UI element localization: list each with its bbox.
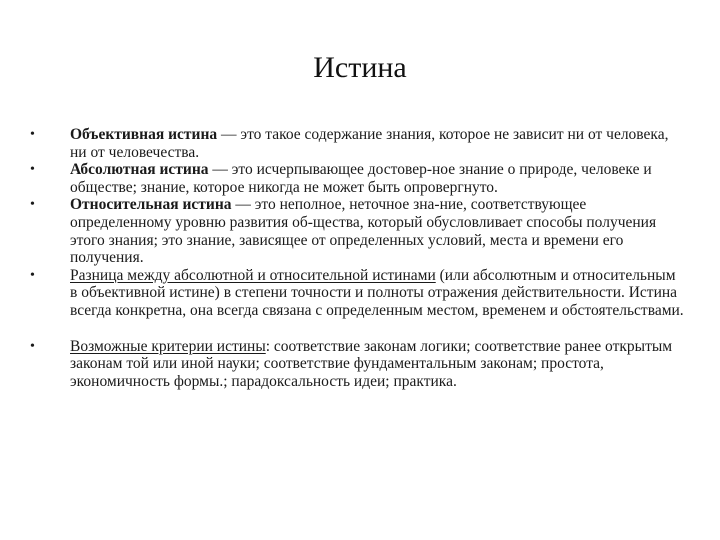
bullet-criteria <box>0 338 720 391</box>
bullet-dot-icon: • <box>30 197 35 213</box>
definition-relative-truth: — это неполное, неточное зна-ние, соответствующее определенному уровню развития об-щества, который обусловливает способы получения этого знания; это знание, зависящее от определенных условий, места и времени его получения. <box>70 196 657 267</box>
term-difference: Разница между абсолютной и относительной истинами <box>70 266 436 284</box>
bullet-dot-icon: • <box>30 338 35 354</box>
bullet-objective-truth <box>0 126 720 161</box>
definition-difference: (или абсолютным и относительным в объективной истине) в степени точности и полноты отражения действительности. Истина всегда конкретна, она всегда связана с определенным местом, временем и обстоятельствами. <box>70 266 684 319</box>
term-criteria: Возможные критерии истины <box>70 337 266 355</box>
bullet-list <box>0 126 720 390</box>
definition-objective-truth: — это такое содержание знания, которое не зависит ни от человека, ни от человечества. <box>70 126 669 161</box>
term-relative-truth: Относительная истина <box>70 196 232 214</box>
term-absolute-truth: Абсолютная истина <box>70 161 209 179</box>
bullet-relative-truth <box>0 196 720 266</box>
term-objective-truth: Объективная истина <box>70 126 218 143</box>
slide-title: Истина <box>313 51 407 84</box>
bullet-dot-icon: • <box>30 267 35 283</box>
definition-absolute-truth: — это исчерпывающее достовер-ное знание о природе, человеке и обществе; знание, которое никогда не может быть опровергнуто. <box>70 161 652 196</box>
bullet-dot-icon: • <box>30 162 35 178</box>
bullet-absolute-truth <box>0 161 720 196</box>
bullet-dot-icon: • <box>30 127 35 142</box>
definition-criteria: : соответствие законам логики; соответствие ранее открытым законам той или иной науки; соответствие фундаментальным законам; простота, экономичность формы.; парадоксальность идеи; практика. <box>70 337 673 390</box>
bullet-difference <box>0 267 720 320</box>
